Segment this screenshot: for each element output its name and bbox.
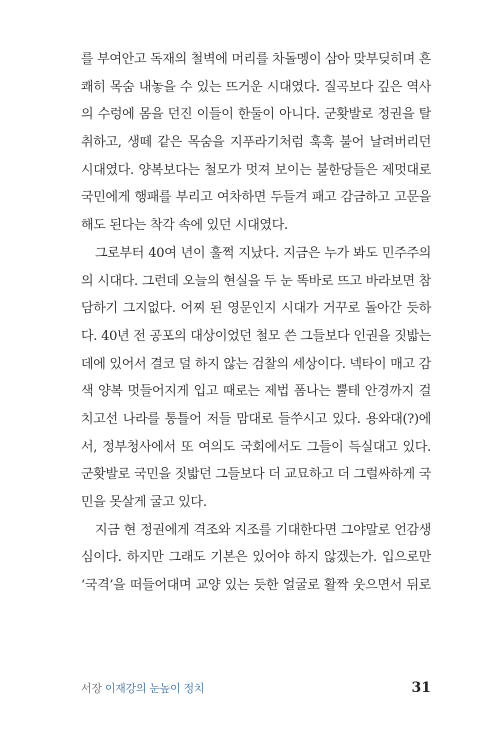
text-line: 치고선 나라를 통틀어 저들 맘대로 들쑤시고 있다. 용와대(?)에 [81, 411, 431, 427]
text-line: 군홧발로 국민을 짓밟던 그들보다 더 교묘하고 더 그럴싸하게 국 [81, 467, 431, 483]
text-line: ‘국격’을 떠들어대며 교양 있는 듯한 얼굴로 활짝 웃으면서 뒤로 [81, 578, 431, 594]
chapter-label: 서장 [81, 682, 102, 695]
text-line: 의 시대다. 그런데 오늘의 현실을 두 눈 똑바로 뜨고 바라보면 참 [81, 273, 431, 289]
text-line: 를 부여안고 독재의 철벽에 머리를 차돌멩이 삼아 맞부딪히며 흔 [81, 52, 431, 67]
text-line: 해도 된다는 착각 속에 있던 시대였다. [81, 218, 288, 234]
running-footer [81, 681, 204, 697]
text-line: 쾌히 목숨 내놓을 수 있는 뜨거운 시대였다. 질곡보다 깊은 역사 [81, 79, 431, 95]
text-line: 데에 있어서 결코 덜 하지 않는 검찰의 세상이다. 넥타이 매고 감 [81, 356, 431, 372]
text-line: 담하기 그지없다. 어찌 된 영문인지 시대가 거꾸로 돌아간 듯하 [81, 301, 431, 317]
text-line: 심이다. 하지만 그래도 기본은 있어야 하지 않겠는가. 입으로만 [81, 550, 431, 566]
text-line: 국민에게 행패를 부리고 여차하면 두들겨 패고 감금하고 고문을 [81, 190, 431, 206]
page-body [81, 46, 431, 600]
text-line: 지금 현 정권에게 격조와 지조를 기대한다면 그야말로 언감생 [95, 522, 431, 538]
text-line: 민을 못살게 굴고 있다. [81, 495, 207, 510]
page-footer [81, 681, 431, 697]
page-number: 31 [411, 680, 431, 696]
book-title: 이재강의 눈높이 정치 [104, 682, 205, 695]
text-line: 취하고, 생떼 같은 목숨을 지푸라기처럼 훅훅 불어 날려버리던 [81, 135, 431, 151]
text-line: 다. 40년 전 공포의 대상이었던 철모 쓴 그들보다 인권을 짓밟는 [81, 328, 431, 344]
text-line: 그로부터 40여 년이 훌쩍 지났다. 지금은 누가 봐도 민주주의 [95, 245, 431, 261]
text-line: 의 수렁에 몸을 던진 이들이 한둘이 아니다. 군홧발로 정권을 탈 [81, 107, 431, 123]
text-line: 서, 정부청사에서 또 여의도 국회에서도 그들이 득실대고 있다. [81, 439, 431, 455]
text-line: 색 양복 멋들어지게 입고 때로는 제법 폼나는 뿔테 안경까지 걸 [81, 384, 431, 400]
text-line: 시대였다. 양복보다는 철모가 멋져 보이는 불한당들은 제멋대로 [81, 162, 431, 178]
